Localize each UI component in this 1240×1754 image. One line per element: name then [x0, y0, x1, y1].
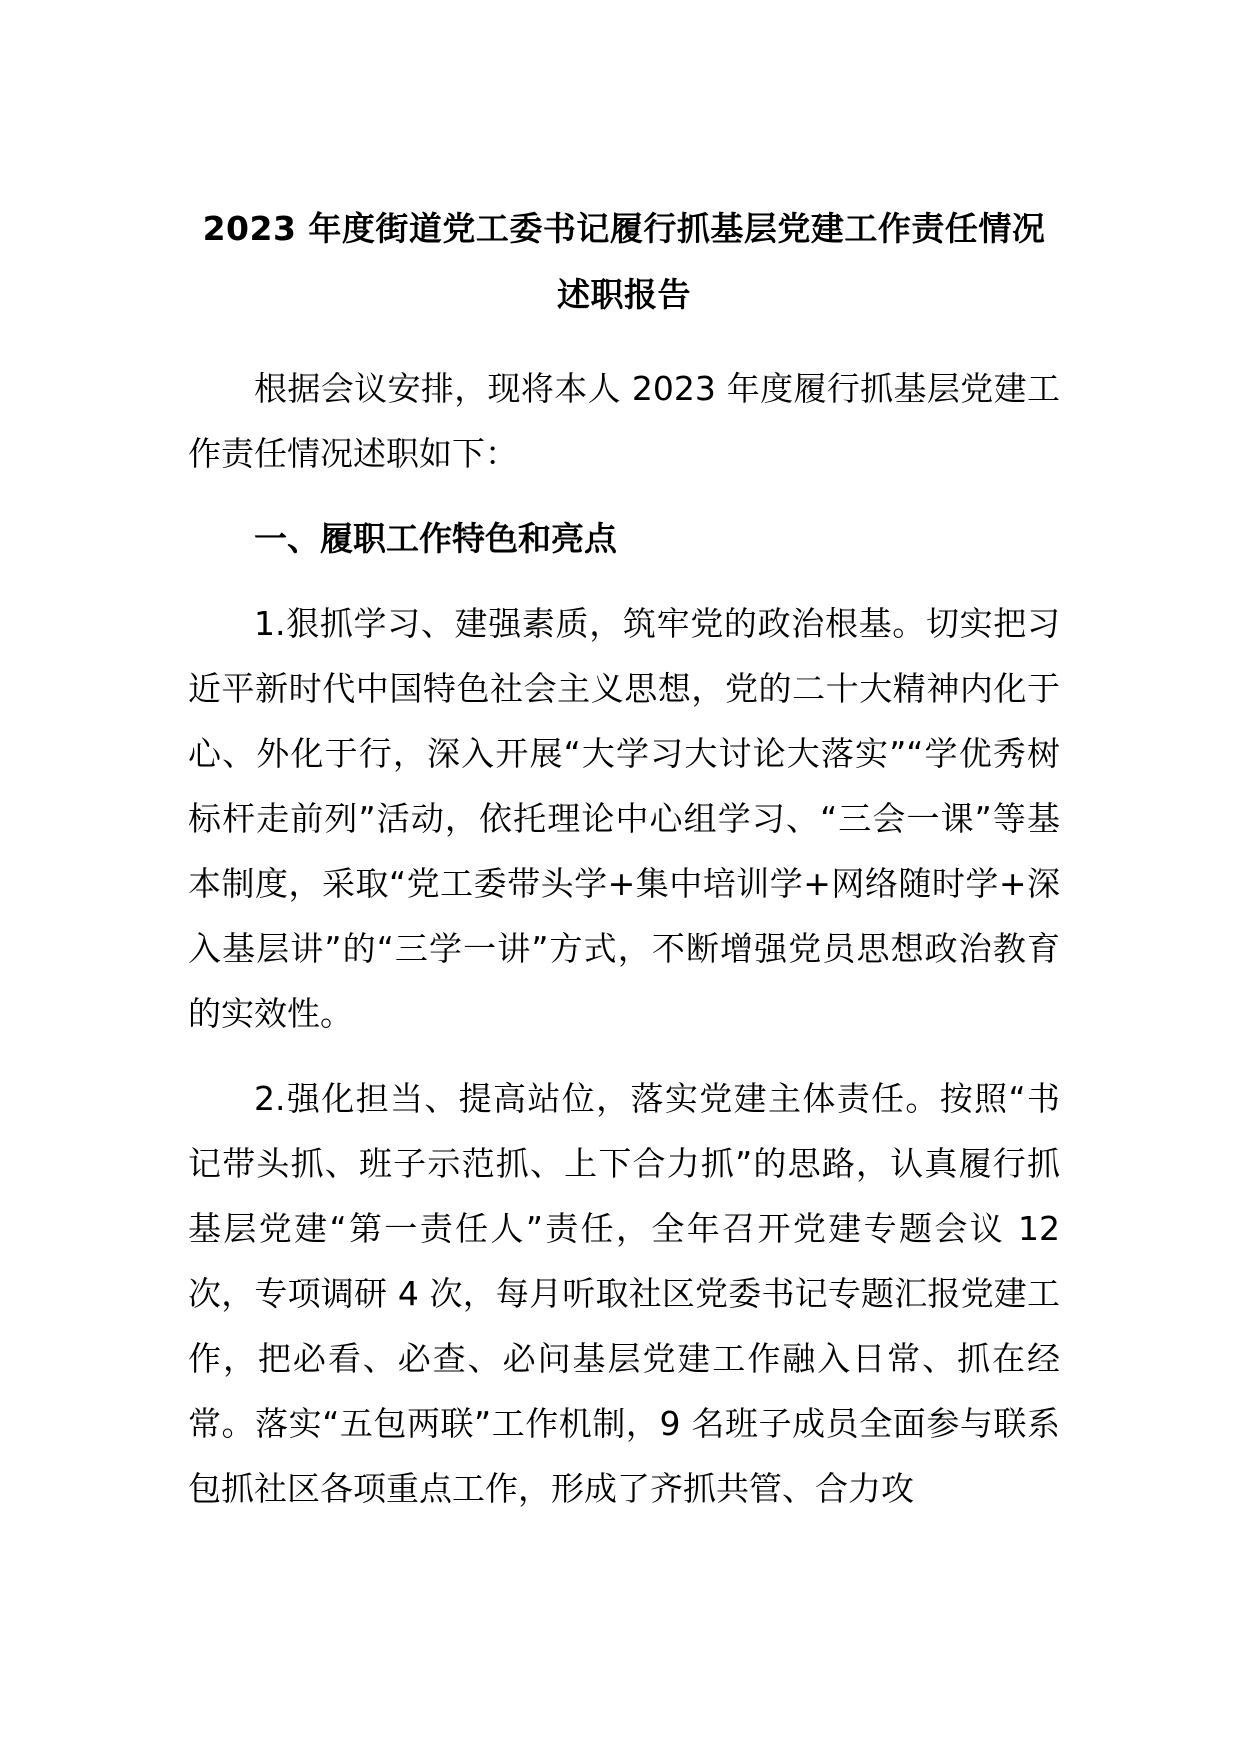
- title-line-2: 述职报告: [557, 275, 691, 314]
- section-heading-1: 一、履职工作特色和亮点: [254, 519, 617, 558]
- paragraph-1: 1.狠抓学习、建强素质，筑牢党的政治根基。切实把习近平新时代中国特色社会主义思想，党的二十大精神内化于心、外化于行，深入开展“大学习大讨论大落实”“学优秀树标杆走前列”活动，依托理论中心组学习、“三会一课”等基本制度，采取“党工委带头学+集中培训学+网络随时学+深入基层讲”的“三学一讲”方式，不断增强党员思想政治教育的实效性。: [188, 604, 1060, 1033]
- document-body: [188, 196, 1060, 1521]
- intro-paragraph: 根据会议安排，现将本人 2023 年度履行抓基层党建工作责任情况述职如下：: [188, 369, 1060, 473]
- paragraph-2: 2.强化担当、提高站位，落实党建主体责任。按照“书记带头抓、班子示范抓、上下合力抓”的思路，认真履行抓基层党建“第一责任人”责任，全年召开党建专题会议 12 次，专项调研 4 次，每月听取社区党委书记专题汇报党建工作，把必看、必查、必问基层党建工作融入日常、抓在经常。落实“五包两联”工作机制，9 名班子成员全面参与联系包抓社区各项重点工作，形成了齐抓共管、合力攻: [188, 1079, 1060, 1508]
- title-line-1: 2023 年度街道党工委书记履行抓基层党建工作责任情况: [202, 209, 1046, 248]
- document-title: [188, 196, 1060, 328]
